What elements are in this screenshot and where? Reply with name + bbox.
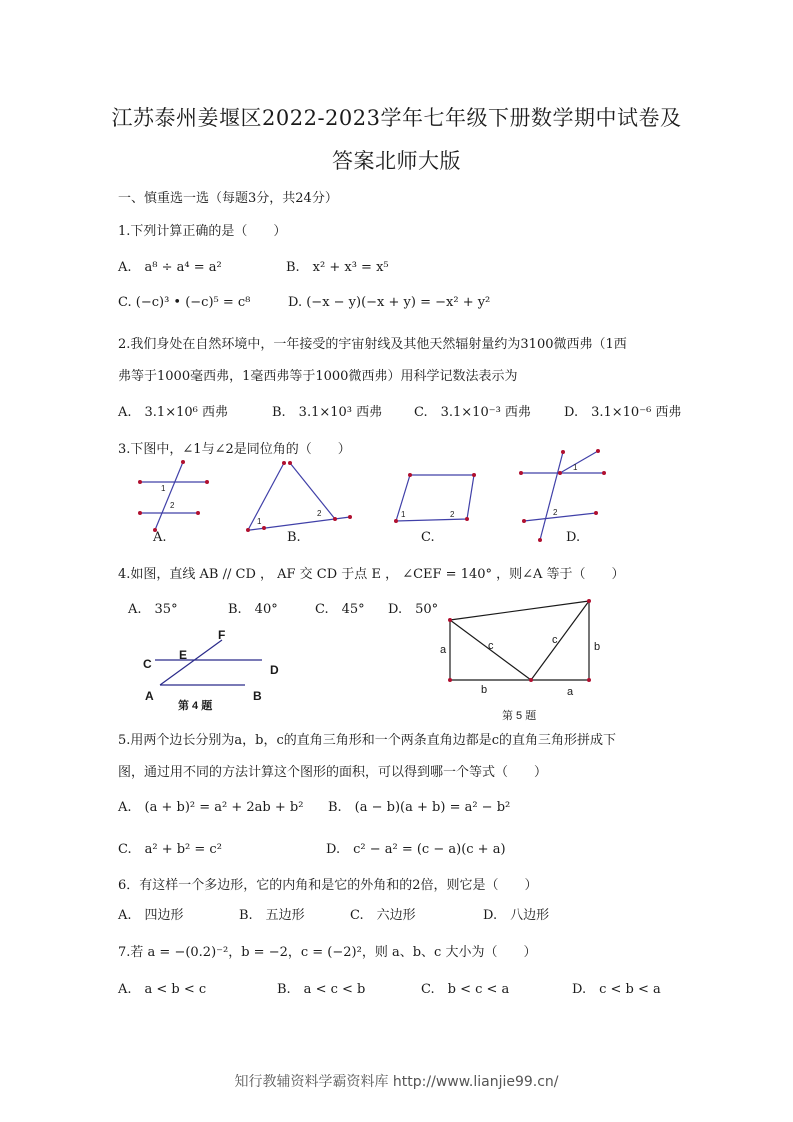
q6-option-a: A. 四边形 [118,908,184,923]
footer-watermark: 知行教辅资料学霸资料库 http://www.lianjie99.cn/ [234,1074,559,1090]
q3d-angle2: 2 [553,508,558,517]
q7-option-d: D. c < b < a [572,982,661,997]
q1-option-d: D. (−x − y)(−x + y) = −x² + y² [288,295,491,310]
q3-stem: 3.下图中，∠1与∠2是同位角的（ ） [118,442,351,457]
q1-stem: 1.下列计算正确的是（ ） [118,224,287,239]
q6-stem: 6．有这样一个多边形，它的内角和是它的外角和的2倍，则它是（ ） [118,878,538,893]
section-heading: 一、慎重选一选（每题3分，共24分） [118,191,338,206]
q5-label-a-bottom: a [567,686,574,698]
q3a-angle2: 2 [170,501,175,510]
q4-point-a: A [145,689,154,703]
q4-option-c: C. 45° [315,602,365,617]
q1-option-c: C. (−c)³ • (−c)⁵ = c⁸ [118,295,251,310]
q5-option-b: B. (a − b)(a + b) = a² − b² [328,800,511,815]
q2-option-c: C. 3.1×10⁻³ 西弗 [414,405,531,420]
q5-label-c-right: c [552,634,558,646]
q5-dot [529,678,533,682]
q5-stem-line2: 图，通过用不同的方法计算这个图形的面积，可以得到哪一个等式（ ） [118,765,548,780]
q4-option-b: B. 40° [228,602,278,617]
q3b-angle2: 2 [317,509,322,518]
q4-option-d: D. 50° [388,602,439,617]
q4-point-b: B [253,689,262,703]
q6-option-d: D. 八边形 [483,908,550,923]
q6-option-c: C. 六边形 [350,908,416,923]
q5-label-b-right: b [594,641,601,653]
q5-hyp-right [531,601,589,680]
q4-point-c: C [143,657,152,671]
q2-option-a: A. 3.1×10⁶ 西弗 [118,405,228,420]
q5-caption: 第 5 题 [502,710,537,722]
q3-label-b: B. [287,530,301,545]
page-title-line2: 答案北师大版 [332,149,461,173]
q6-option-b: B. 五边形 [239,908,305,923]
q3d-angle1: 1 [573,463,578,472]
q2-stem-line1: 2.我们身处在自然环境中，一年接受的宇宙射线及其他天然辐射量约为3100微西弗（1西 [118,337,627,352]
q5-option-d: D. c² − a² = (c − a)(c + a) [326,842,506,857]
q7-option-c: C. b < c < a [421,982,510,997]
q2-option-b: B. 3.1×10³ 西弗 [272,405,383,420]
q5-option-a: A. (a + b)² = a² + 2ab + b² [118,800,304,815]
q3c-angle1: 1 [401,510,406,519]
q2-option-d: D. 3.1×10⁻⁶ 西弗 [564,405,682,420]
q5-label-a-left: a [440,644,447,656]
q5-dot [587,599,591,603]
q1-option-b: B. x² + x³ = x⁵ [286,260,389,275]
q7-stem: 7.若 a = −(0.2)⁻²，b = −2，c = (−2)²，则 a、b、c 大小为（ ） [118,945,537,960]
q5-dot [448,618,452,622]
q3c-angle2: 2 [450,510,455,519]
q4-option-a: A. 35° [128,602,178,617]
q7-option-a: A. a < b < c [118,982,207,997]
q4-point-d: D [270,663,279,677]
q2-stem-line2: 弗等于1000毫西弗，1毫西弗等于1000微西弗）用科学记数法表示为 [118,369,518,384]
q5-label-b-bottom: b [481,684,488,696]
q5-option-c: C. a² + b² = c² [118,842,222,857]
q4-point-e: E [179,648,188,662]
q4-stem: 4.如图，直线 AB // CD ， AF 交 CD 于点 E ， ∠CEF = 140° ，则∠A 等于（ ） [118,567,625,582]
q3-label-d: D. [566,530,581,545]
q5-top-edge [450,601,589,620]
q7-option-b: B. a < c < b [277,982,366,997]
q4-point-f: F [218,628,226,642]
q5-stem-line1: 5.用两个边长分别为a，b，c的直角三角形和一个两条直角边都是c的直角三角形拼成下 [118,733,617,748]
q5-dot [448,678,452,682]
q1-option-a: A. a⁸ ÷ a⁴ = a² [118,260,222,275]
q3-label-a: A. [153,530,167,545]
page-title-line1: 江苏泰州姜堰区2022-2023学年七年级下册数学期中试卷及 [111,106,682,130]
q3b-angle1: 1 [257,517,262,526]
q5-dot [587,678,591,682]
q3a-angle1: 1 [161,484,166,493]
q3-label-c: C. [421,530,435,545]
q4-caption: 第 4 题 [178,700,213,712]
q5-label-c-left: c [488,640,494,652]
